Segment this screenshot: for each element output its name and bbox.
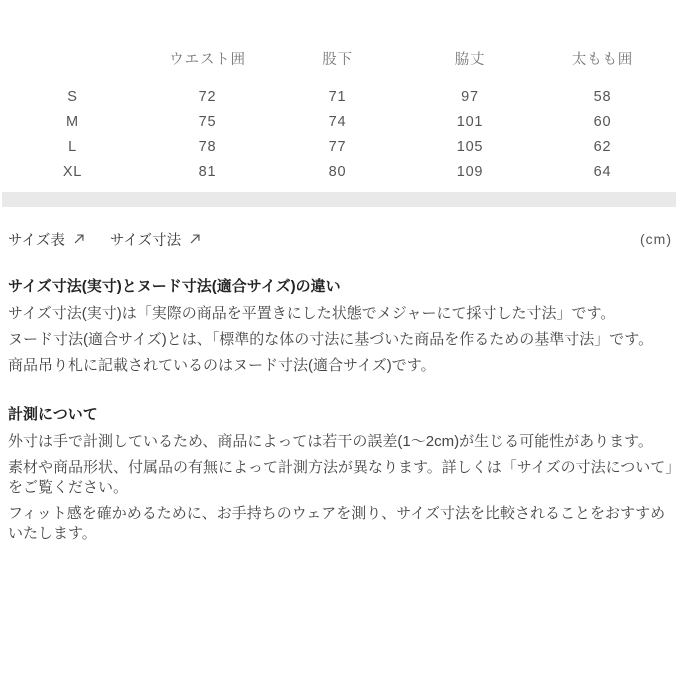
size-table (0, 50, 670, 185)
col-header-thigh: 太もも囲 (571, 52, 634, 68)
links-row (8, 228, 672, 250)
table-cell: 101 (456, 114, 484, 130)
table-cell: 80 (328, 164, 347, 180)
table-cell: 72 (198, 89, 217, 105)
table-cell: 97 (461, 89, 479, 105)
table-row-xl (0, 160, 670, 185)
header-cell-empty (0, 50, 145, 70)
table-cell: 77 (328, 139, 347, 155)
table-cell: 75 (198, 114, 217, 130)
table-cell: 109 (456, 164, 484, 180)
table-row-l (0, 135, 670, 160)
size-label: M (66, 114, 79, 130)
table-row-m (0, 110, 670, 135)
external-link-icon (72, 232, 86, 246)
paragraph: フィット感を確かめるために、お手持ちのウェアを測り、サイズ寸法を比較されることをおすすめいたします。 (8, 505, 666, 542)
paragraph: ヌード寸法(適合サイズ)とは、「標準的な体の寸法に基づいた商品を作るための基準寸法」です。 (8, 331, 654, 348)
table-cell: 58 (593, 89, 612, 105)
section-size-dimension-difference (8, 277, 674, 382)
unit-label: (cm) (640, 231, 672, 247)
table-cell: 71 (328, 89, 347, 105)
table-cell: 62 (593, 139, 612, 155)
size-label: S (67, 89, 78, 105)
paragraph: 商品吊り札に記載されているのはヌード寸法(適合サイズ)です。 (8, 357, 436, 374)
section-measurement-notes (8, 405, 674, 550)
section-heading: サイズ寸法(実寸)とヌード寸法(適合サイズ)の違い (8, 278, 341, 295)
horizontal-scrollbar[interactable] (2, 192, 676, 207)
size-dimensions-link[interactable] (110, 229, 202, 250)
table-cell: 105 (456, 139, 484, 155)
size-chart-link[interactable] (8, 229, 86, 250)
col-header-waist: ウエスト囲 (169, 52, 246, 68)
table-cell: 60 (593, 114, 612, 130)
table-cell: 78 (198, 139, 217, 155)
external-link-icon (188, 232, 202, 246)
col-header-inseam: 股下 (322, 52, 353, 68)
paragraph: 外寸は手で計測しているため、商品によっては若干の誤差(1〜2cm)が生じる可能性があります。 (8, 433, 653, 450)
size-chart-link-label: サイズ表 (8, 232, 65, 249)
col-header-side-length: 脇丈 (454, 52, 486, 68)
size-table-body (0, 85, 670, 185)
table-row-s (0, 85, 670, 110)
section-heading: 計測について (8, 406, 98, 423)
table-cell: 64 (593, 164, 612, 180)
size-label: XL (62, 164, 83, 180)
table-cell: 81 (198, 164, 217, 180)
paragraph: 素材や商品形状、付属品の有無によって計測方法が異なります。詳しくは「サイズの寸法について」をご覧ください。 (8, 459, 673, 496)
size-table-header (0, 50, 670, 70)
size-dimensions-link-label: サイズ寸法 (109, 232, 182, 249)
table-cell: 74 (328, 114, 347, 130)
paragraph: サイズ寸法(実寸)は「実際の商品を平置きにした状態でメジャーにて採寸した寸法」です。 (8, 305, 616, 322)
size-label: L (68, 139, 77, 155)
